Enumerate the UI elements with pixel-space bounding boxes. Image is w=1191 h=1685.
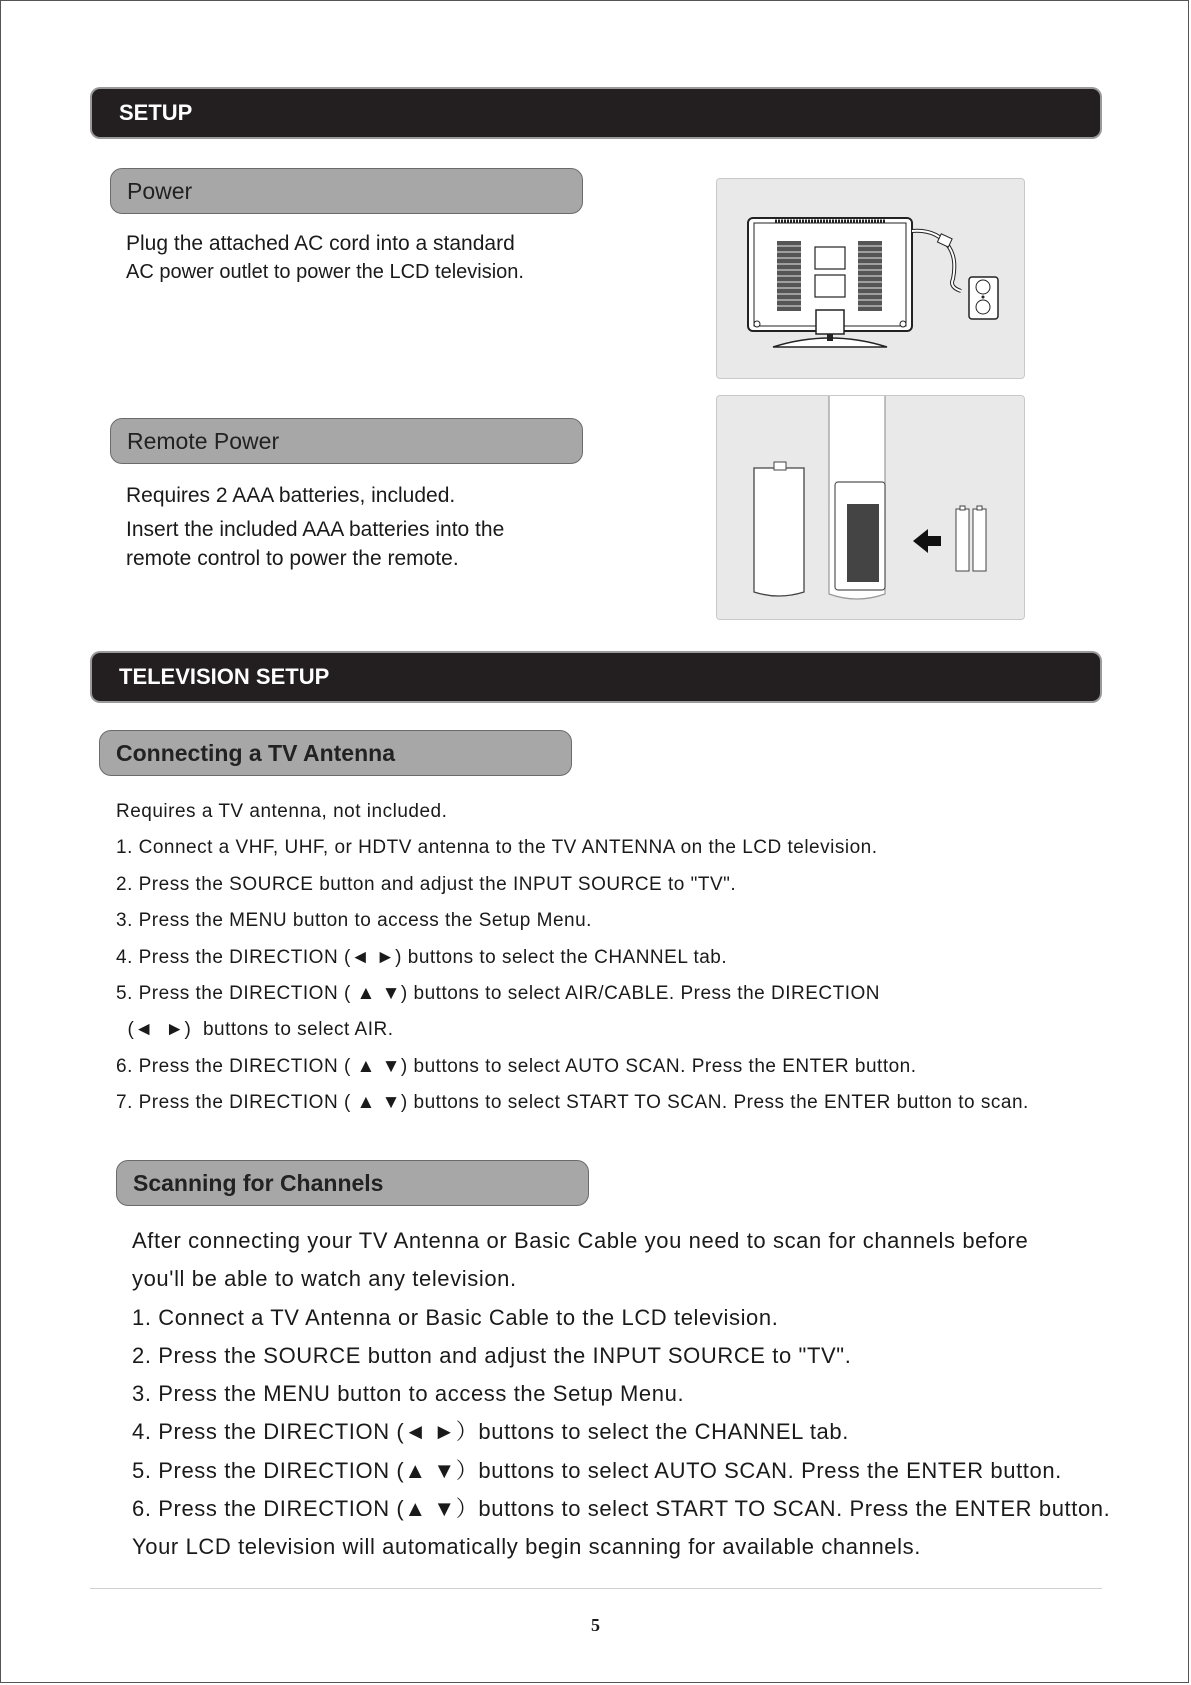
tv-setup-section-bar bbox=[92, 653, 1100, 701]
tv-power-illustration bbox=[716, 178, 1025, 379]
antenna-step: 6. Press the DIRECTION ( ▲ ▼) buttons to select AUTO SCAN. Press the ENTER button. bbox=[116, 1055, 917, 1077]
antenna-step: 7. Press the DIRECTION ( ▲ ▼) buttons to select START TO SCAN. Press the ENTER button to scan. bbox=[116, 1092, 1029, 1114]
scanning-heading-label: Scanning for Channels bbox=[133, 1170, 384, 1196]
scanning-line: Your LCD television will automatically begin scanning for available channels. bbox=[132, 1534, 921, 1560]
antenna-line: Requires a TV antenna, not included. bbox=[116, 801, 448, 822]
page-number: 5 bbox=[591, 1615, 600, 1635]
scanning-steps-list bbox=[132, 1222, 1110, 1567]
remote-text-line-2: Insert the included AAA batteries into the bbox=[126, 518, 505, 541]
scanning-heading bbox=[116, 1160, 589, 1206]
scanning-step: 1. Connect a TV Antenna or Basic Cable to the LCD television. bbox=[132, 1304, 779, 1330]
antenna-steps-list bbox=[116, 794, 1029, 1122]
remote-battery-icon bbox=[717, 396, 1025, 620]
antenna-step: 3. Press the MENU button to access the Setup Menu. bbox=[116, 910, 592, 932]
antenna-step: 1. Connect a VHF, UHF, or HDTV antenna to the TV ANTENNA on the LCD television. bbox=[116, 837, 878, 859]
scanning-step: 6. Press the DIRECTION (▲ ▼）buttons to select START TO SCAN. Press the ENTER button. bbox=[132, 1496, 1111, 1522]
scanning-step: 3. Press the MENU button to access the Setup Menu. bbox=[132, 1381, 685, 1407]
footer-divider bbox=[90, 1588, 1102, 1589]
power-text-line-2: AC power outlet to power the LCD television. bbox=[126, 261, 524, 283]
antenna-step: 5. Press the DIRECTION ( ▲ ▼) buttons to select AIR/CABLE. Press the DIRECTION bbox=[116, 982, 880, 1004]
scanning-step: 5. Press the DIRECTION (▲ ▼）buttons to select AUTO SCAN. Press the ENTER button. bbox=[132, 1457, 1062, 1483]
scanning-step: 4. Press the DIRECTION (◄ ►）buttons to select the CHANNEL tab. bbox=[132, 1419, 849, 1445]
power-heading-label: Power bbox=[127, 178, 193, 204]
power-text-line-1: Plug the attached AC cord into a standard bbox=[126, 232, 515, 255]
tv-rear-icon bbox=[717, 179, 1025, 379]
scanning-line: you'll be able to watch any television. bbox=[132, 1266, 517, 1292]
antenna-heading-label: Connecting a TV Antenna bbox=[116, 740, 395, 766]
remote-battery-illustration bbox=[716, 395, 1025, 620]
antenna-step: 4. Press the DIRECTION (◄ ►) buttons to select the CHANNEL tab. bbox=[116, 946, 728, 968]
scanning-step: 2. Press the SOURCE button and adjust the INPUT SOURCE to "TV". bbox=[132, 1342, 852, 1368]
remote-text-line-3: remote control to power the remote. bbox=[126, 547, 459, 570]
setup-title: SETUP bbox=[119, 100, 193, 125]
remote-text-line-1: Requires 2 AAA batteries, included. bbox=[126, 484, 456, 507]
remote-power-heading-label: Remote Power bbox=[127, 428, 280, 454]
antenna-step: 2. Press the SOURCE button and adjust the INPUT SOURCE to "TV". bbox=[116, 873, 737, 895]
setup-section-bar bbox=[92, 89, 1100, 137]
power-heading bbox=[110, 168, 583, 214]
scanning-line: After connecting your TV Antenna or Basic Cable you need to scan for channels before bbox=[132, 1228, 1029, 1253]
tv-setup-title: TELEVISION SETUP bbox=[119, 664, 330, 689]
remote-power-heading bbox=[110, 418, 583, 464]
antenna-heading bbox=[99, 730, 572, 776]
antenna-step: (◄ ►) buttons to select AIR. bbox=[116, 1019, 394, 1041]
